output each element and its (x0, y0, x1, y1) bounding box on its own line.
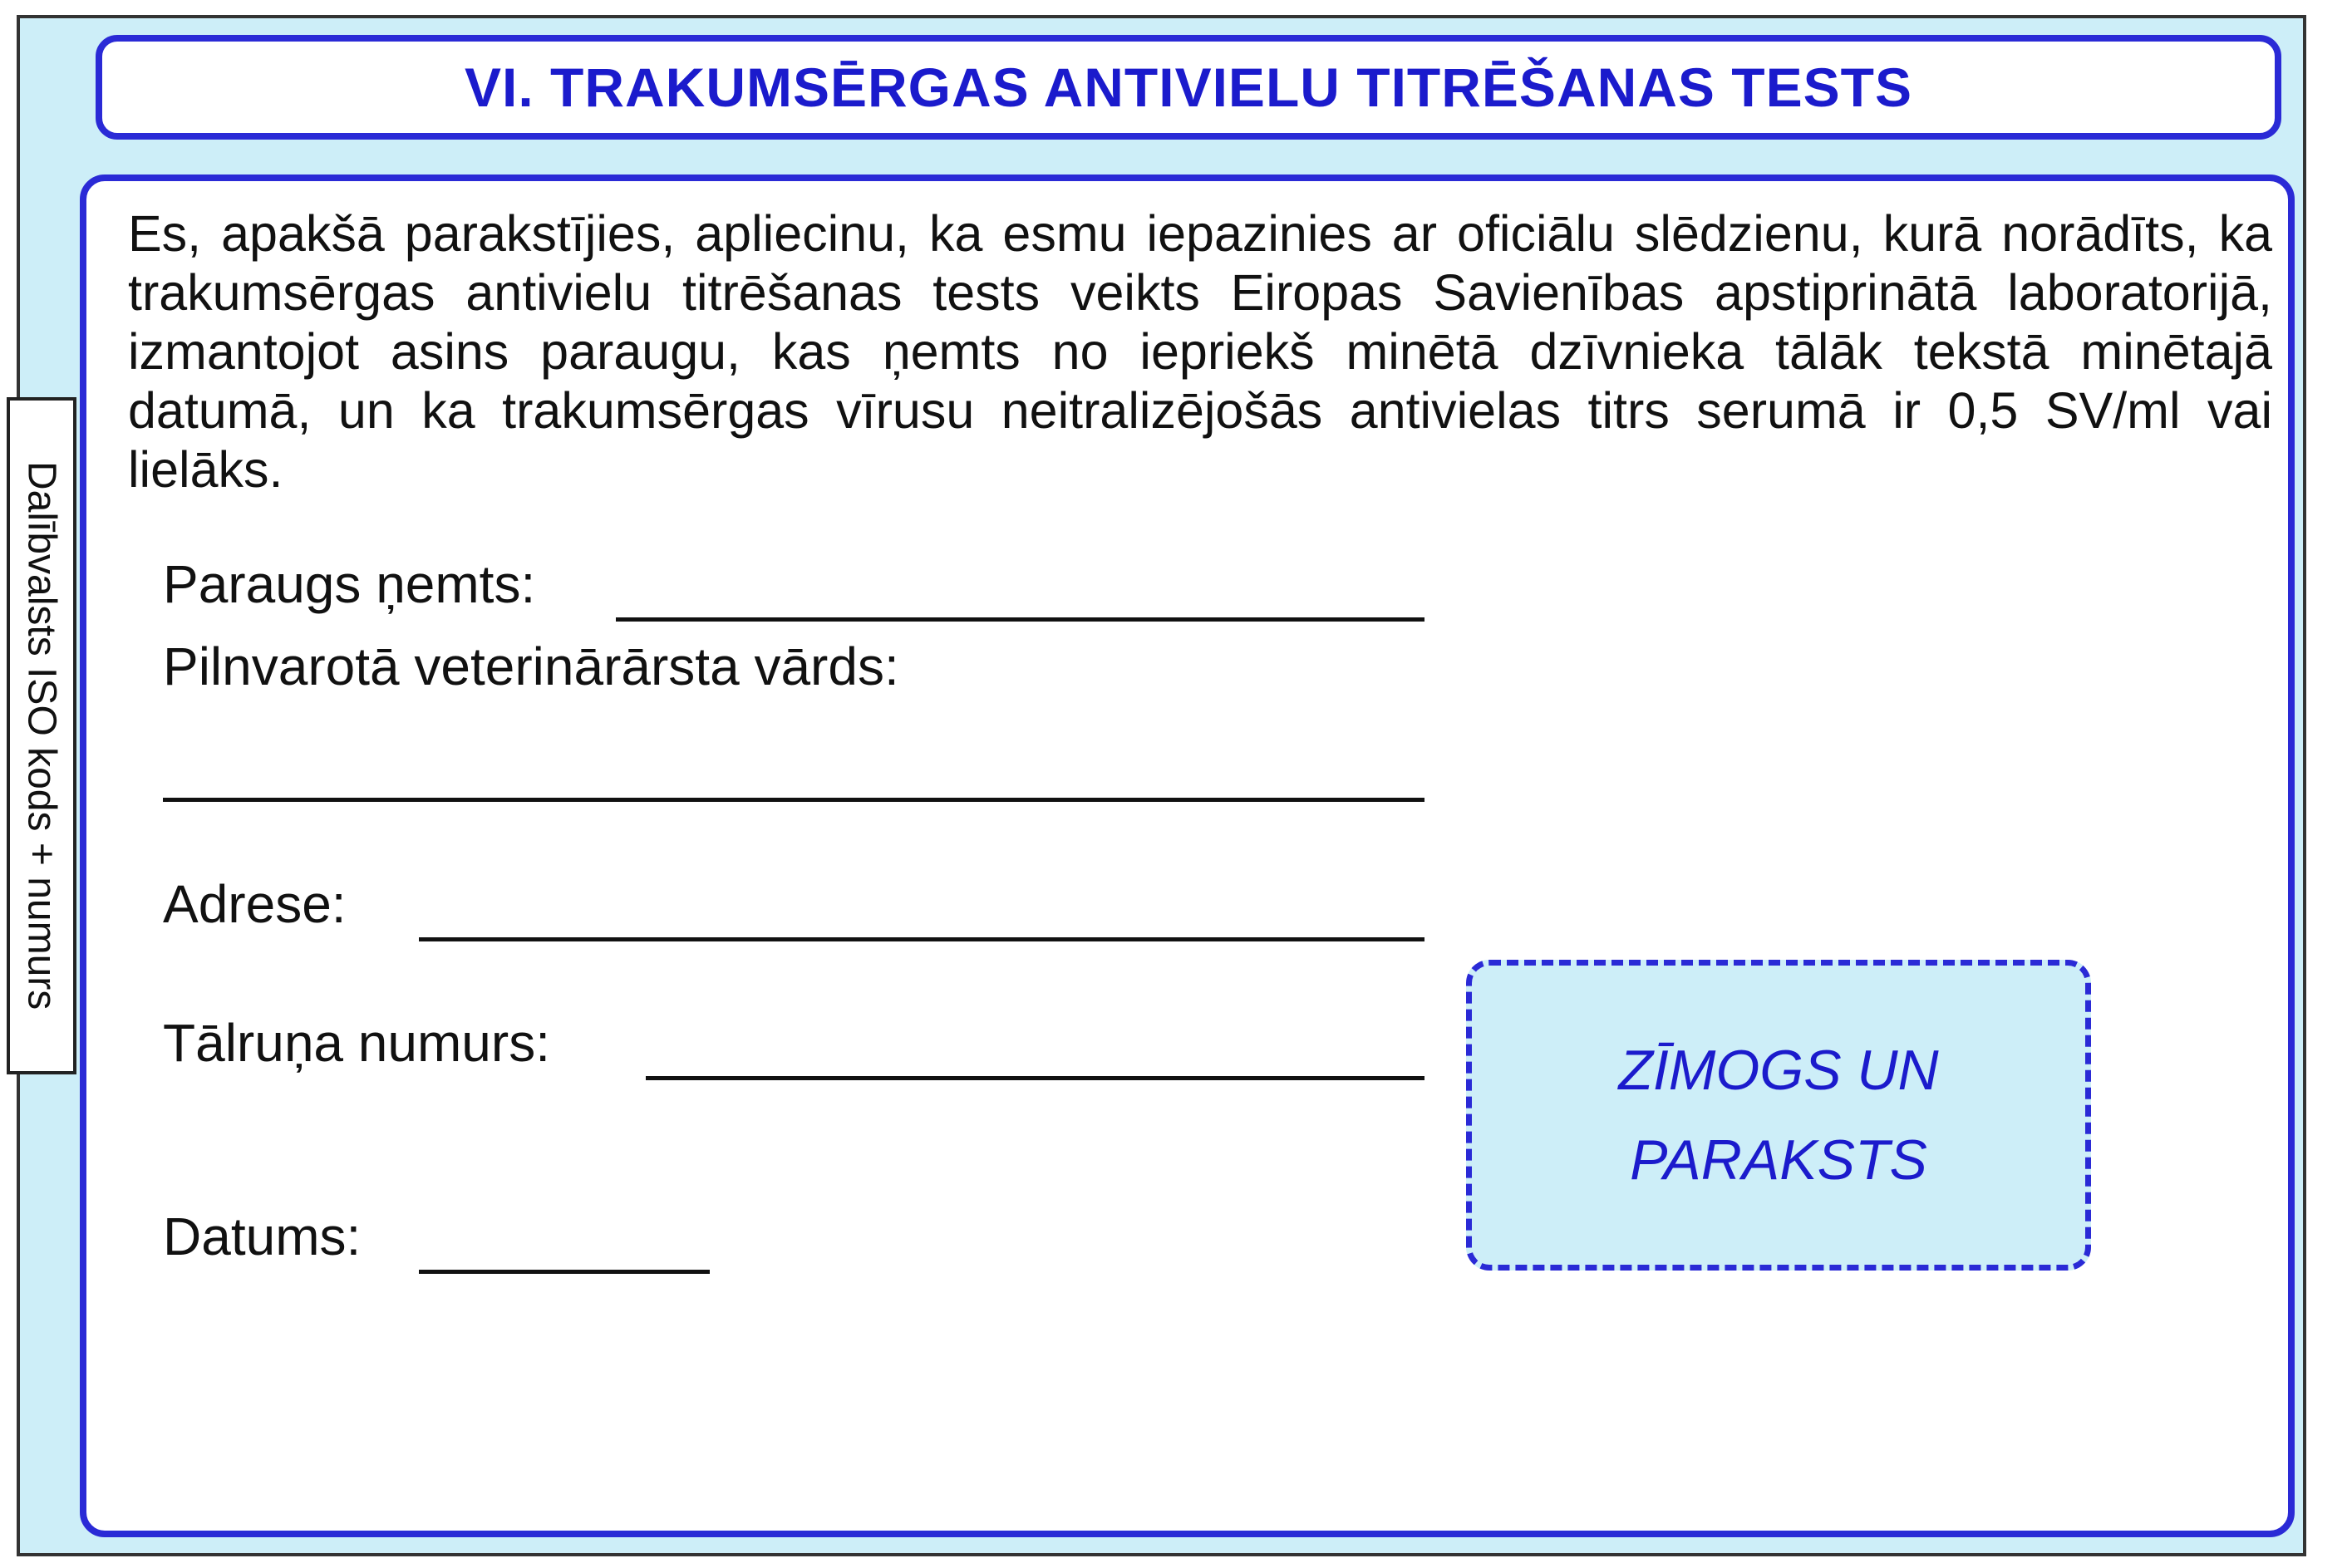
phone-line[interactable] (646, 1076, 1424, 1080)
sample-taken-label: Paraugs ņemts: (163, 554, 536, 614)
stamp-line-1: ZĪMOGS UN (1618, 1039, 1939, 1102)
side-label: Dalībvalsts ISO kods + numurs (19, 461, 64, 1010)
section-title-box (96, 35, 2281, 140)
phone-label: Tālruņa numurs: (163, 1013, 550, 1073)
stamp-line-2: PARAKSTS (1630, 1128, 1927, 1192)
address-line[interactable] (419, 937, 1424, 941)
statement-text: Es, apakšā parakstījies, apliecinu, ka esmu iepazinies ar oficiālu slēdzienu, kurā norādīts, ka trakumsērgas antivielu titrēšanas tests veikts Eiropas Savienības apstiprinātā laboratorijā, izmantojot asins paraugu, kas ņemts no iepriekš minētā dzīvnieka tālāk tekstā minētajā datumā, un ka trakumsērgas vīrusu neitralizējošās antivielas titrs serumā ir 0,5 SV/ml vai lielāks. (128, 205, 2272, 498)
section-title: VI. TRAKUMSĒRGAS ANTIVIELU TITRĒŠANAS TESTS (465, 57, 1912, 118)
vet-name-label: Pilnvarotā veterinārārsta vārds: (163, 637, 899, 696)
date-line[interactable] (419, 1270, 710, 1274)
sample-taken-line[interactable] (616, 617, 1424, 622)
statement-box (80, 174, 2295, 1537)
vet-name-line[interactable] (163, 798, 1424, 802)
address-label: Adrese: (163, 874, 347, 934)
side-label-tab (7, 397, 76, 1074)
date-label: Datums: (163, 1207, 362, 1266)
stamp-signature-box (1466, 960, 2091, 1271)
